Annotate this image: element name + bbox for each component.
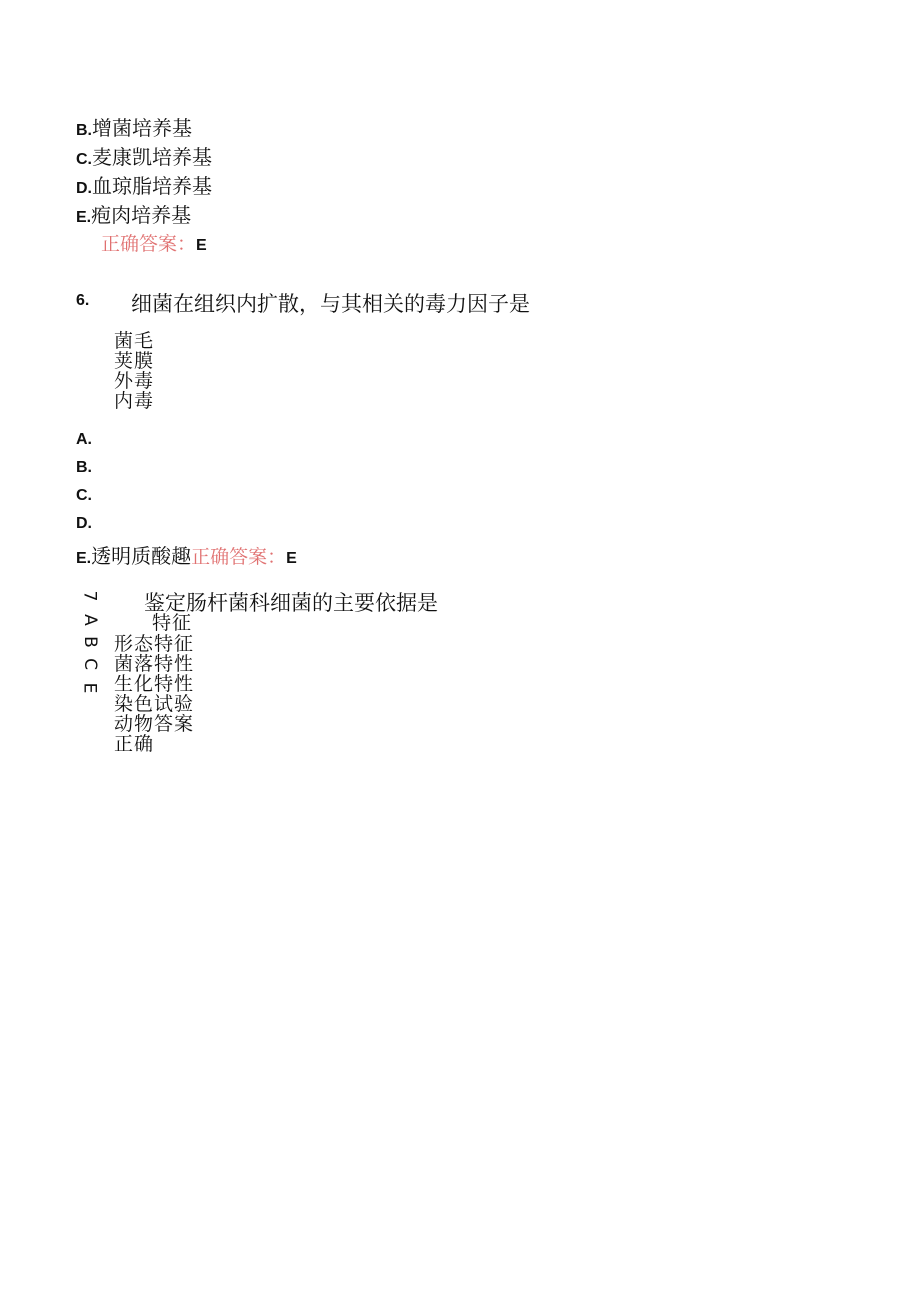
rotated-glyph: A	[79, 614, 100, 626]
detail-line: 菌落特性	[114, 653, 195, 675]
option-d	[76, 170, 212, 199]
detail-line: 染色试验	[114, 693, 195, 715]
detail-list	[114, 634, 194, 754]
answer-label: 正确答案：	[191, 546, 287, 568]
option-text: 疱肉培养基	[91, 203, 192, 227]
choice-text: 外毒	[114, 370, 155, 392]
detail-line: 正确	[114, 733, 155, 755]
choice-text: 内毒	[114, 390, 155, 412]
option-text: 血琼脂培养基	[92, 174, 212, 198]
option-letter: C.	[76, 151, 92, 168]
option-e	[76, 199, 191, 228]
option-e-with-answer	[76, 540, 297, 569]
answer-value: E	[286, 550, 297, 567]
option-letter: E.	[76, 550, 92, 567]
choice-text: 荚膜	[114, 350, 155, 372]
option-letter-b: B.	[76, 459, 92, 476]
detail-line: 形态特征	[114, 633, 195, 655]
answer-value: E	[196, 237, 207, 254]
detail-line: 特征	[152, 612, 193, 634]
option-letter: E.	[76, 209, 92, 226]
question-text: 细菌在组织内扩散，与其相关的毒力因子是	[131, 292, 530, 316]
rotated-glyph: B	[79, 636, 100, 648]
option-b	[76, 112, 192, 141]
option-letter: B.	[76, 122, 92, 139]
choice-text: 菌毛	[114, 330, 155, 352]
answer-label: 正确答案：	[101, 233, 197, 255]
option-letter-a: A.	[76, 431, 92, 448]
option-letter-c: C.	[76, 487, 92, 504]
option-letter: D.	[76, 180, 92, 197]
rotated-glyph: C	[79, 658, 100, 670]
question-text: 鉴定肠杆菌科细菌的主要依据是	[144, 591, 438, 615]
rotated-glyph: E	[79, 682, 100, 694]
detail-line: 生化特性	[114, 673, 195, 695]
rotated-glyph: 7	[79, 590, 100, 602]
option-letter-d: D.	[76, 515, 92, 532]
option-text: 麦康凯培养基	[92, 145, 212, 169]
question-number: 6.	[76, 292, 90, 309]
answer-line	[101, 229, 207, 256]
choice-list	[114, 331, 154, 411]
option-text: 增菌培养基	[92, 116, 192, 140]
option-text: 透明质酸趣	[91, 544, 192, 568]
option-c	[76, 141, 212, 170]
detail-line: 动物答案	[114, 713, 195, 735]
